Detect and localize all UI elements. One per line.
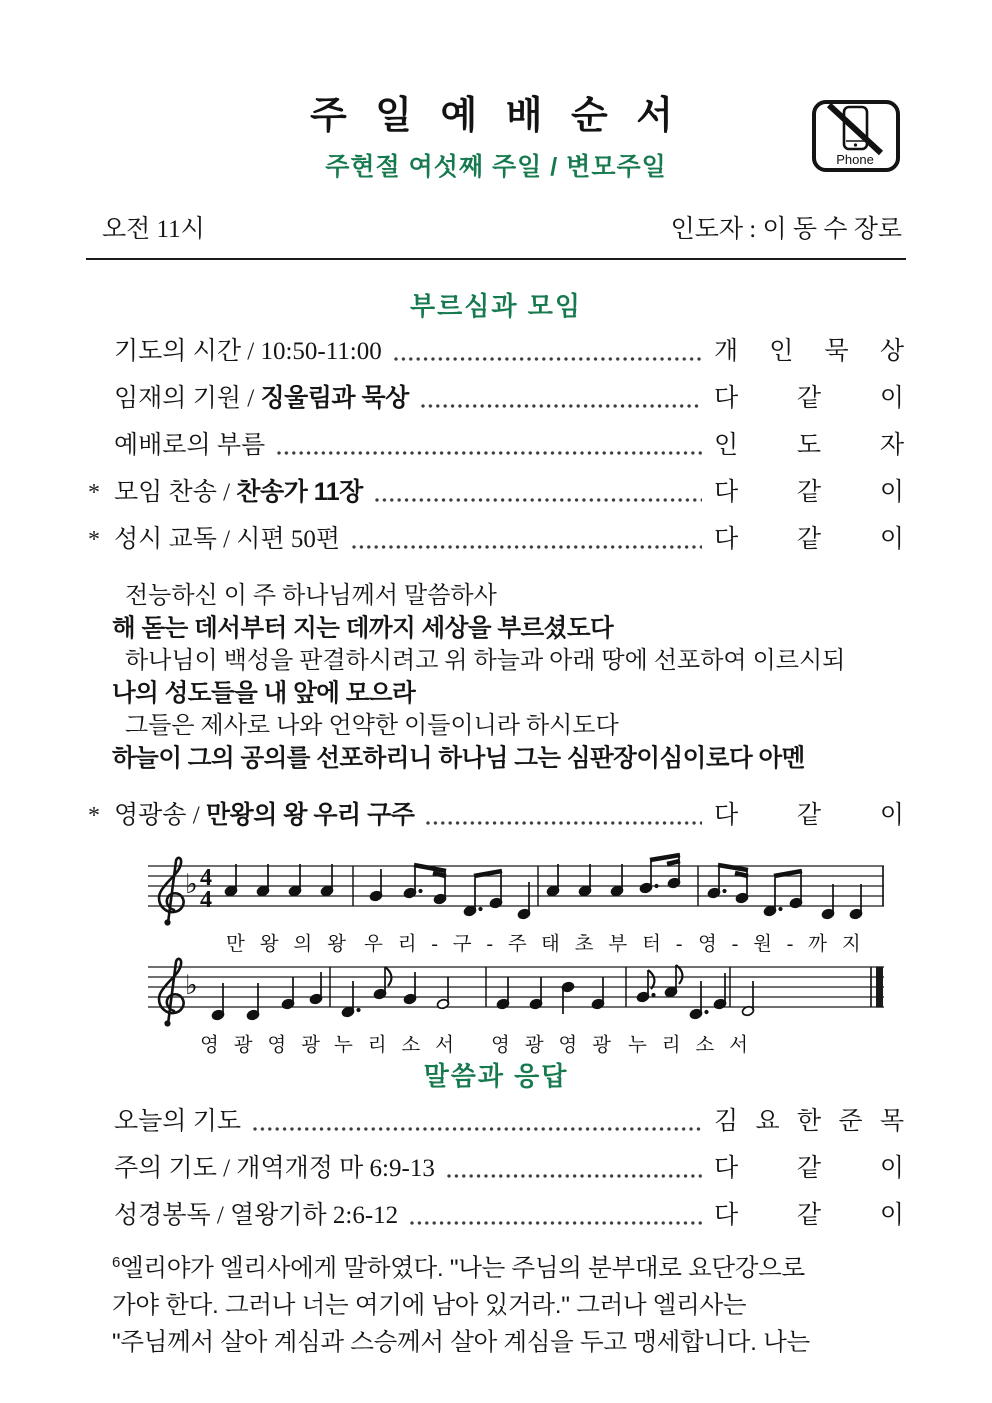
no-phone-icon-graphic <box>816 104 896 168</box>
item-label-bold: 징울림과 묵상 <box>260 384 409 412</box>
svg-text:♭: ♭ <box>185 869 198 900</box>
item-respondent: 다 같 이 <box>714 479 904 506</box>
reading-line: 하나님이 백성을 판결하시려고 위 하늘과 아래 땅에 선포하여 이르시되 <box>125 648 846 674</box>
dotted-leader <box>447 1174 702 1178</box>
scripture-line: 가야 한다. 그러나 너는 여기에 남아 있거라." 그러나 엘리사는 <box>112 1292 747 1319</box>
lyric-group: 영 광 영 광 <box>200 1035 320 1056</box>
item-respondent: 다 같 이 <box>714 1202 904 1229</box>
item-label-detail: 시편 50편 <box>236 526 340 553</box>
responsive-reading <box>112 580 902 775</box>
asterisk-mark: * <box>88 527 100 553</box>
service-info-row <box>102 209 902 245</box>
scripture-line: "주님께서 살아 계심과 스승께서 살아 계심을 두고 맹세합니다. 나는 <box>112 1329 810 1356</box>
liturgy-row-gathering-hymn <box>88 472 904 519</box>
svg-text:4: 4 <box>200 887 212 913</box>
item-label: 기도의 시간 / <box>114 338 261 365</box>
hymn-staff-2 <box>148 953 892 1054</box>
lyric-group: 영 - 원 - 까 지 <box>698 934 861 955</box>
no-phone-icon <box>812 100 900 172</box>
liturgy-row-gloria <box>88 795 904 842</box>
liturgy-row-lords-prayer <box>88 1148 904 1195</box>
page-subtitle: 주현절 여섯째 주일 / 변모주일 <box>325 153 667 181</box>
item-label: 모임 찬송 / <box>114 479 237 506</box>
item-respondent: 다 같 이 <box>714 802 904 829</box>
reading-line-bold: 나의 성도들을 내 앞에 모으라 <box>112 679 416 707</box>
liturgy-list-1 <box>88 331 904 566</box>
lyric-group: 누 리 소 서 <box>334 1035 454 1056</box>
liturgy-row-prayer-time <box>88 331 904 378</box>
liturgy-row-responsive-psalm <box>88 519 904 566</box>
hymn-staff-1 <box>148 852 892 953</box>
lyric-group: 태 초 부 터 - <box>541 934 683 955</box>
item-label-detail: 10:50-11:00 <box>260 338 382 365</box>
dotted-leader <box>421 404 702 408</box>
item-label-bold: 찬송가 11장 <box>236 478 363 506</box>
dotted-leader <box>277 451 702 455</box>
reading-line-bold: 해 돋는 데서부터 지는 데까지 세상을 부르셨도다 <box>112 614 614 642</box>
service-leader: 인도자 : 이 동 수 장로 <box>670 216 902 243</box>
reading-line: 전능하신 이 주 하나님께서 말씀하사 <box>125 583 497 609</box>
dotted-leader <box>253 1127 702 1131</box>
music-notation-line-1 <box>148 852 888 928</box>
svg-text:♭: ♭ <box>185 970 198 1001</box>
liturgy-list-2 <box>88 1101 904 1242</box>
reading-line: 그들은 제사로 나와 언약한 이들이니라 하시도다 <box>125 713 619 739</box>
item-label: 영광송 / <box>114 802 206 829</box>
item-respondent: 개 인 묵 상 <box>714 338 904 365</box>
header-divider <box>86 258 906 260</box>
item-respondent: 김 요 한 준 목 <box>714 1108 904 1135</box>
item-label-bold: 만왕의 왕 우리 구주 <box>205 801 415 829</box>
item-respondent: 다 같 이 <box>714 526 904 553</box>
asterisk-mark: * <box>88 480 100 506</box>
lyric-group: 누 리 소 서 <box>628 1035 748 1056</box>
dotted-leader <box>375 498 702 502</box>
section-title-calling: 부르심과 모임 <box>410 291 582 321</box>
dotted-leader <box>410 1221 702 1225</box>
music-notation-line-2 <box>148 953 888 1029</box>
phone-icon-label: Phone <box>836 152 874 167</box>
scripture-line: $^6$엘리야가 엘리사에게 말하였다. "나는 주님의 분부대로 요단강으로 <box>112 1253 805 1282</box>
item-respondent: 인 도 자 <box>714 432 904 459</box>
lyric-group: 만 왕 의 왕 <box>226 934 346 955</box>
asterisk-mark: * <box>88 803 100 829</box>
dotted-leader <box>352 545 702 549</box>
page-title: 주 일 예 배 순 서 <box>309 95 683 137</box>
item-label: 주의 기도 / <box>114 1155 237 1182</box>
item-label: 예배로의 부름 <box>114 432 266 459</box>
liturgy-row-scripture-reading <box>88 1195 904 1242</box>
svg-text:4: 4 <box>200 865 212 891</box>
hymn-score <box>148 852 892 1054</box>
item-respondent: 다 같 이 <box>714 385 904 412</box>
item-label: 임재의 기원 / <box>114 385 261 412</box>
lyric-group: 우 리 - 구 - 주 <box>364 934 527 955</box>
liturgy-row-call-to-worship <box>88 425 904 472</box>
item-label: 성경봉독 / <box>114 1202 231 1229</box>
liturgy-row-todays-prayer <box>88 1101 904 1148</box>
item-respondent: 다 같 이 <box>714 1155 904 1182</box>
dotted-leader <box>426 821 702 825</box>
liturgy-row-invocation <box>88 378 904 425</box>
item-label: 성시 교독 / <box>114 526 237 553</box>
item-label: 오늘의 기도 <box>114 1108 242 1135</box>
reading-line-bold: 하늘이 그의 공의를 선포하리니 하나님 그는 심판장이심이로다 아멘 <box>112 744 805 772</box>
dotted-leader <box>394 357 702 361</box>
section-title-word-response: 말씀과 응답 <box>423 1061 569 1091</box>
lyric-group: 영 광 영 광 <box>491 1035 611 1056</box>
scripture-passage <box>112 1250 900 1361</box>
item-label-detail: 개역개정 마 6:9-13 <box>236 1155 435 1182</box>
verse-number: 6 <box>112 1253 121 1271</box>
item-label-detail: 열왕기하 2:6-12 <box>230 1202 399 1229</box>
service-time: 오전 11시 <box>102 216 205 243</box>
